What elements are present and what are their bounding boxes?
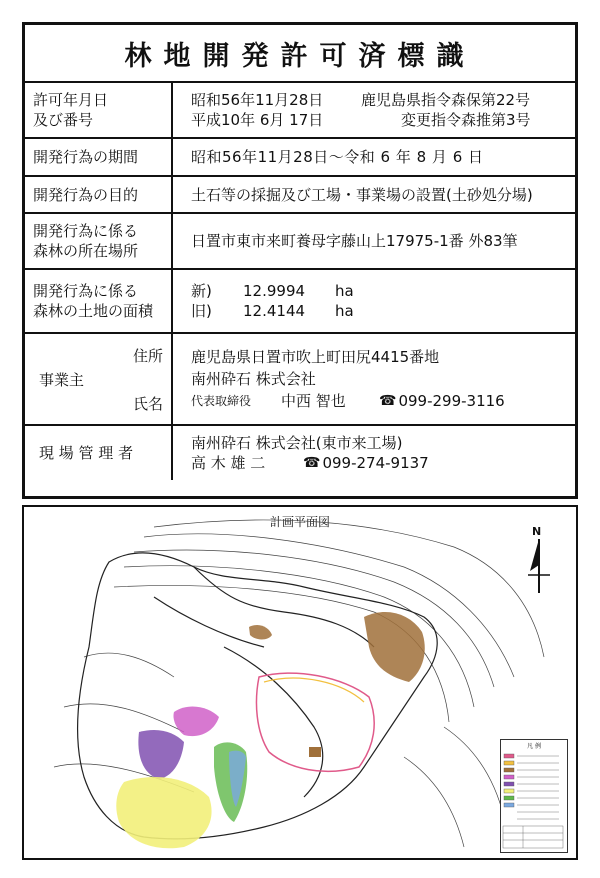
- yellow-zone: [116, 777, 211, 848]
- purple-zone: [138, 730, 184, 779]
- operator-row: [25, 334, 575, 426]
- period-label: 開発行為の期間: [25, 139, 173, 175]
- operator-company: 南州砕石 株式会社: [191, 370, 316, 388]
- telephone-icon: ☎: [379, 393, 397, 409]
- brown-zone: [364, 612, 425, 682]
- site-plan-map: [22, 505, 578, 860]
- permit-label-2: 及び番号: [33, 111, 94, 129]
- area-label-1: 開発行為に係る: [33, 282, 139, 300]
- operator-address: 鹿児島県日置市吹上町田尻4415番地: [191, 348, 440, 366]
- area-label-2: 森林の土地の面積: [33, 302, 154, 320]
- operator-name-label: 氏名: [132, 395, 163, 413]
- map-title: 計画平面図: [269, 515, 330, 529]
- sign-title: 林地開発許可済標識: [25, 25, 575, 83]
- permit-label-1: 許可年月日: [33, 91, 109, 109]
- site-plan-drawing: [24, 507, 578, 860]
- area-old-value: 12.4144: [243, 302, 306, 320]
- yellow-line: [264, 678, 364, 702]
- manager-label: 現 場 管 理 者: [25, 426, 173, 480]
- area-old-unit: ha: [335, 302, 354, 320]
- legend-rows: [503, 754, 563, 848]
- permit-number-2: 変更指令森推第3号: [401, 111, 531, 129]
- location-label-2: 森林の所在場所: [33, 242, 139, 260]
- purpose-value: 土石等の採掘及び工場・事業場の設置(土砂処分場): [191, 185, 533, 204]
- area-new-prefix: 新): [191, 282, 212, 300]
- permit-number-1: 鹿児島県指令森保第22号: [361, 91, 531, 109]
- permit-sign-table: [22, 22, 578, 499]
- manager-company: 南州砕石 株式会社(東市来工場): [191, 434, 403, 452]
- location-label-1: 開発行為に係る: [33, 222, 139, 240]
- legend-title: 凡 例: [527, 743, 541, 750]
- operator-rep-name: 中西 智也: [281, 392, 346, 410]
- operator-phone: 099-299-3116: [398, 392, 505, 410]
- small-structure: [309, 747, 321, 757]
- map-legend: [500, 739, 568, 853]
- area-old-prefix: 旧): [191, 302, 212, 320]
- permit-date-1: 昭和56年11月28日: [191, 91, 324, 109]
- area-new-value: 12.9994: [243, 282, 306, 300]
- area-row: [25, 270, 575, 334]
- telephone-icon: ☎: [303, 455, 321, 471]
- area-new-unit: ha: [335, 282, 354, 300]
- magenta-zone: [173, 707, 219, 737]
- purpose-row: [25, 177, 575, 214]
- operator-label: 事業主: [39, 371, 85, 389]
- manager-phone: 099-274-9137: [322, 454, 429, 472]
- period-value: 昭和56年11月28日〜令和 6 年 8 月 6 日: [191, 148, 484, 166]
- permit-date-2: 平成10年 6月 17日: [191, 111, 324, 129]
- manager-row: [25, 426, 575, 480]
- permit-row: [25, 83, 575, 139]
- purpose-label: 開発行為の目的: [25, 177, 173, 212]
- manager-name: 高 木 雄 二: [191, 454, 266, 472]
- operator-rep-title: 代表取締役: [191, 394, 252, 408]
- period-row: [25, 139, 575, 177]
- north-label: N: [532, 525, 542, 538]
- location-value: 日置市東市来町養母字藤山上17975-1番 外83筆: [191, 232, 518, 250]
- operator-address-label: 住所: [132, 347, 163, 365]
- location-row: [25, 214, 575, 270]
- small-brown-zone: [249, 625, 272, 640]
